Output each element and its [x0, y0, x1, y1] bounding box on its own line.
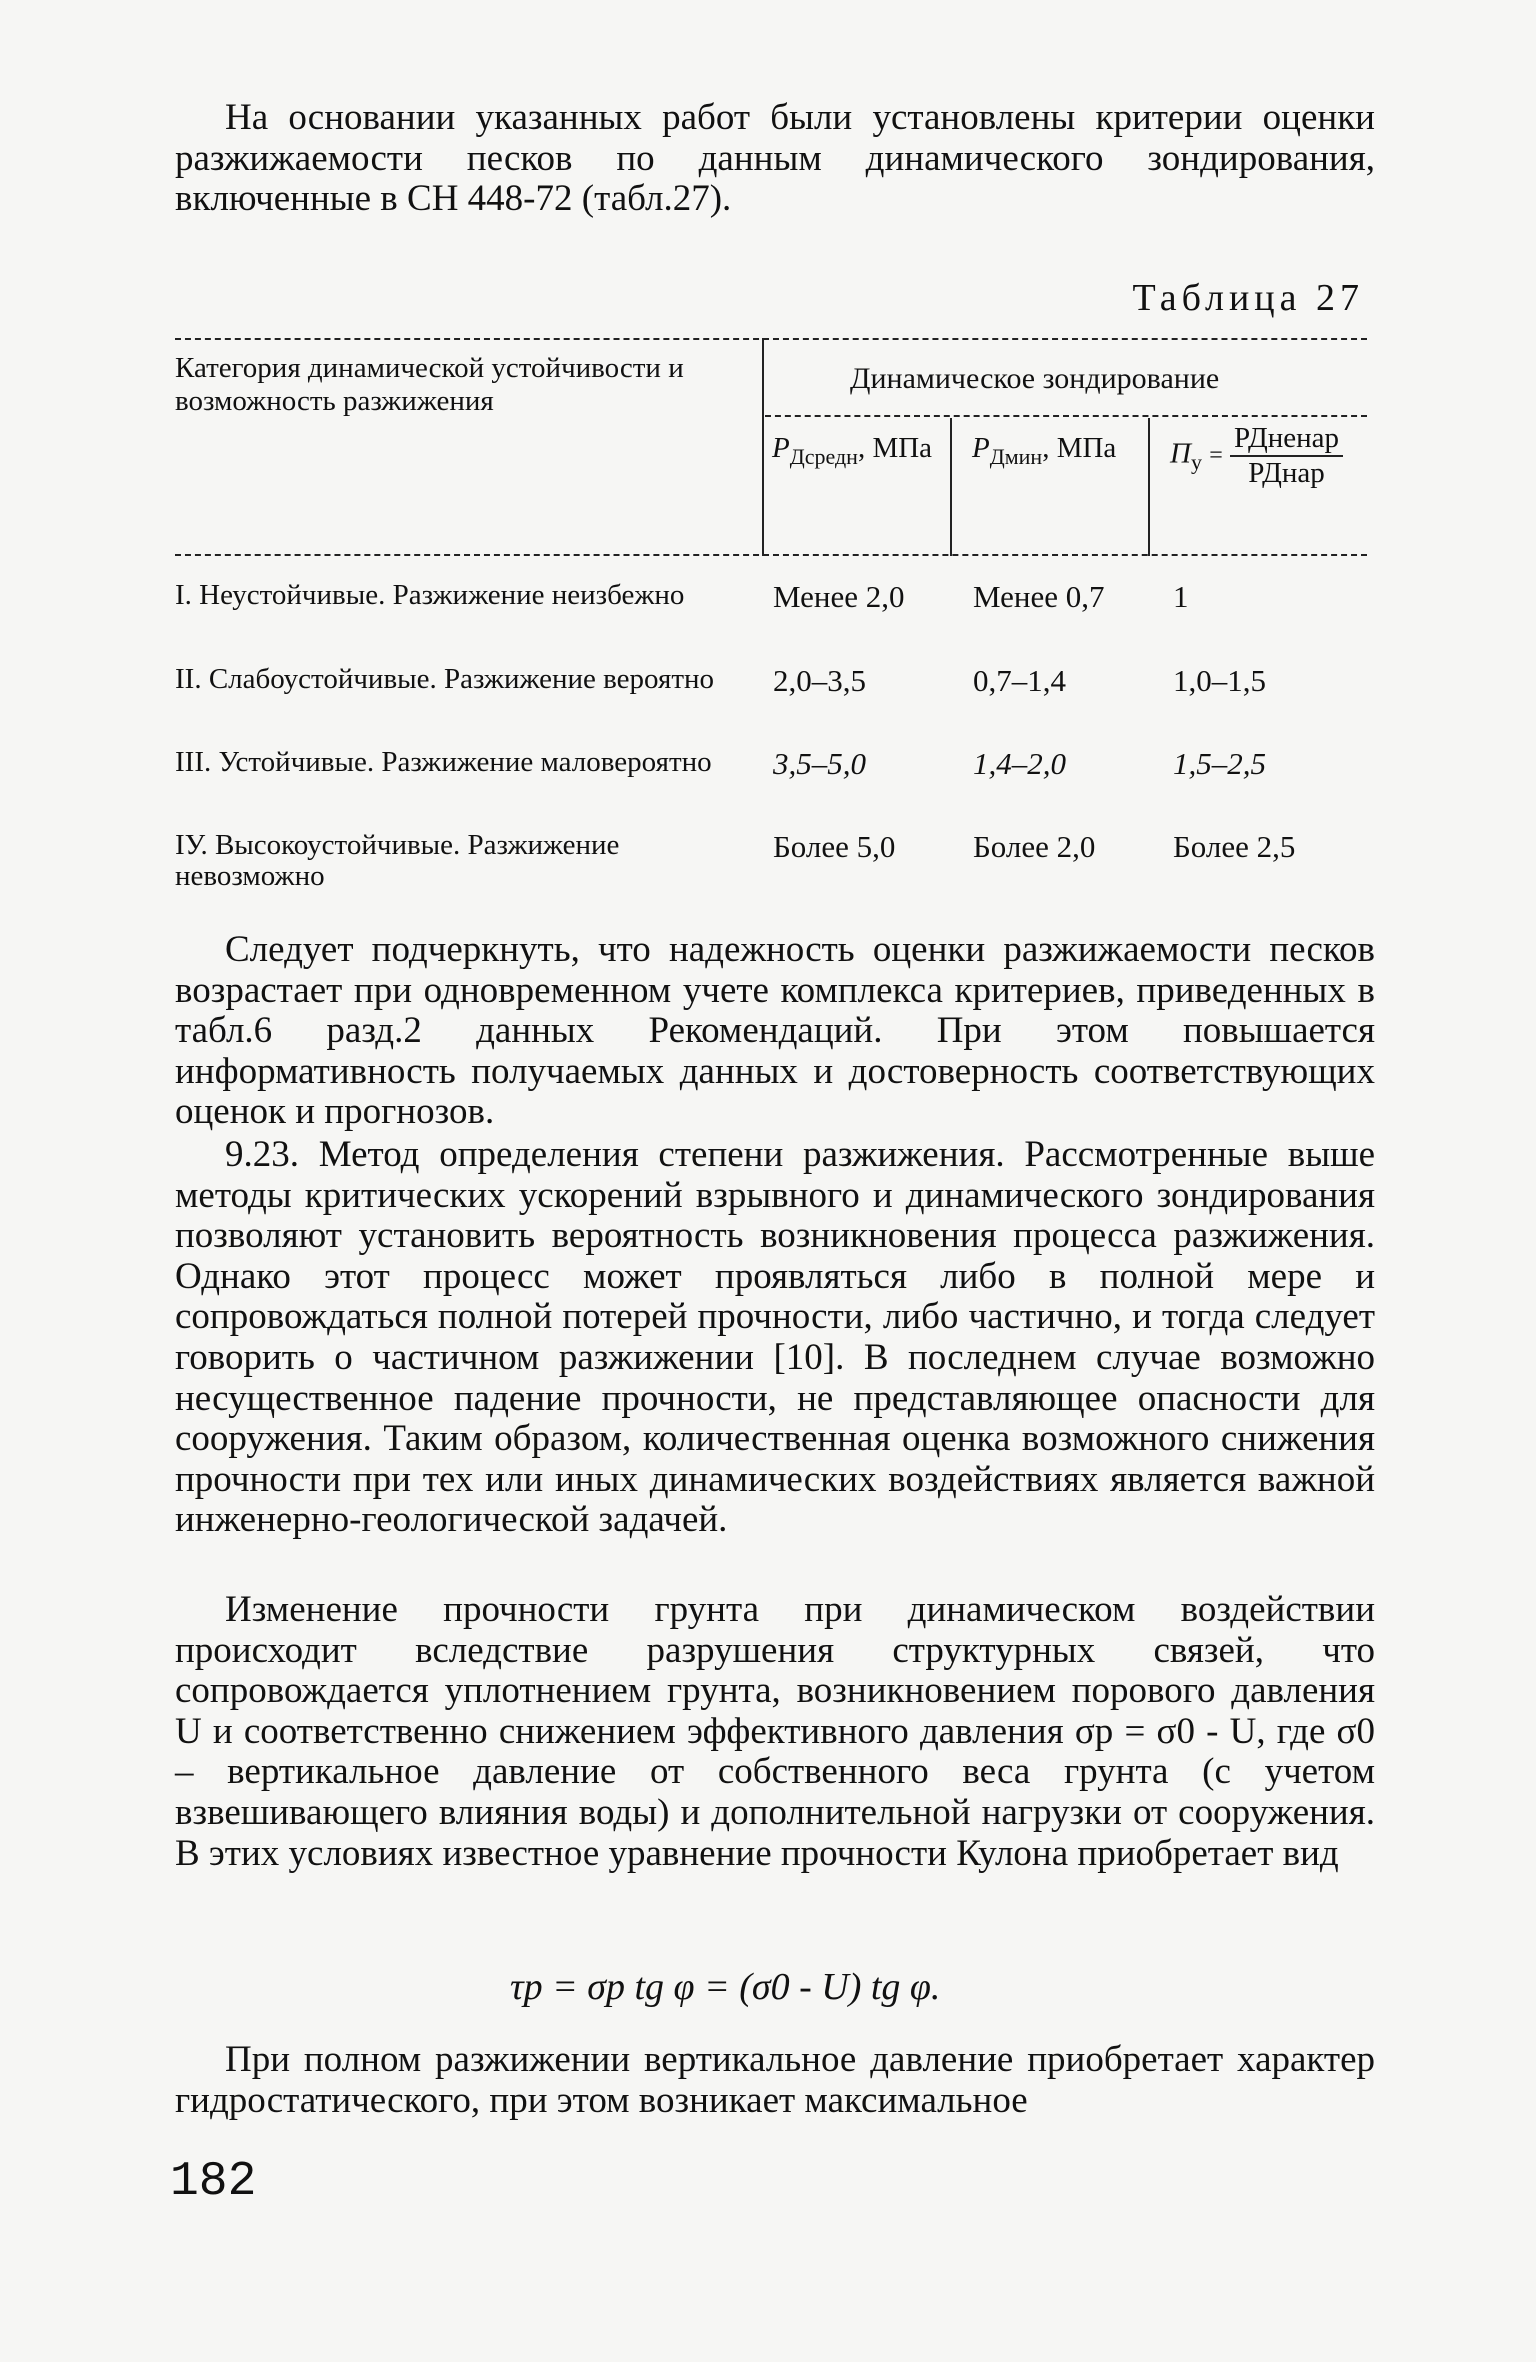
paragraph-reliability: Следует подчеркнуть, что надежность оценки разжижаемости песков возрастает при одновременном учете комплекса критериев, приведенных в табл.6 разд.2 данных Рекомендаций. При этом повышается информативность получаемых данных и достоверность соответствующих оценок и прогнозов. [175, 929, 1375, 1133]
table-cell-p-min: 1,4–2,0 [973, 746, 1066, 781]
table-cell-p-min: Более 2,0 [973, 829, 1096, 864]
table-cell-p-sredn: Более 5,0 [773, 829, 896, 864]
table-col-divider-2 [950, 418, 952, 556]
table-header-p-min: $Р_{Дмин}$, МПа [972, 432, 1117, 469]
table-header-bottom-rule [175, 554, 1367, 556]
table-col-divider-3 [1148, 418, 1150, 556]
table-row-category: II. Слабоустойчивые. Разжижение вероятно [175, 663, 715, 695]
table-cell-p-sredn: 3,5–5,0 [773, 746, 866, 781]
table-cell-p-u: 1,0–1,5 [1173, 663, 1266, 698]
paragraph-full-liquefaction: При полном разжижении вертикальное давление приобретает характер гидростатического, при этом возникает максимальное [175, 2039, 1375, 2121]
coulomb-formula: τp = σp tg φ = (σ0 - U) tg φ. [510, 1966, 941, 2008]
table-cell-p-u: 1 [1173, 579, 1189, 614]
page-number: 182 [170, 2155, 257, 2209]
table-header-category: Категория динамической устойчивости и возможность разжижения [175, 352, 684, 417]
table-header-p-sredn: $Р_{Дсредн}$, МПа [772, 432, 933, 469]
table-cell-p-u: Более 2,5 [1173, 829, 1296, 864]
table-cell-p-u: 1,5–2,5 [1173, 746, 1266, 781]
table-group-rule [765, 415, 1367, 417]
table-row-category: I. Неустойчивые. Разжижение неизбежно [175, 579, 685, 611]
table-header-group: Динамическое зондирование [850, 362, 1220, 395]
table-header-p-u: $П_у$ = $\frac{\text{РДненар}}{\text{РДнар}}$ [1170, 422, 1370, 490]
table-cell-p-min: Менее 0,7 [973, 579, 1105, 614]
paragraph-strength-change: Изменение прочности грунта при динамическом воздействии происходит вследствие разрушения структурных связей, что сопровождается уплотнением грунта, возникновением порового давления U и соответственно снижением эффективного давления σp = σ0 - U, где σ0 – вертикальное давление от собственного веса грунта (с учетом взвешивающего влияния воды) и дополнительной нагрузки от сооружения. В этих условиях известное уравнение прочности Кулона приобретает вид [175, 1589, 1375, 1874]
table-cell-p-min: 0,7–1,4 [973, 663, 1066, 698]
table-top-rule [175, 338, 1367, 340]
table-row-category: III. Устойчивые. Разжижение маловероятно [175, 746, 712, 778]
table-label: Таблица 27 [1132, 277, 1364, 319]
table-row-category: IУ. Высокоустойчивые. Разжижение невозможно [175, 829, 620, 892]
table-col-divider-1 [762, 338, 764, 556]
intro-paragraph: На основании указанных работ были установлены критерии оценки разжижаемости песков по данным динамического зондирования, включенные в СН 448-72 (табл.27). [175, 97, 1375, 220]
table-cell-p-sredn: 2,0–3,5 [773, 663, 866, 698]
paragraph-section-9-23: 9.23. Метод определения степени разжижения. Рассмотренные выше методы критических ускорений взрывного и динамического зондирования позволяют установить вероятность возникновения процесса разжижения. Однако этот процесс может проявляться либо в полной мере и сопровождаться полной потерей прочности, либо частично, и тогда следует говорить о частичном разжижении [10]. В последнем случае возможно несущественное падение прочности, не представляющее опасности для сооружения. Таким образом, количественная оценка возможного снижения прочности при тех или иных динамических воздействиях является важной инженерно-геологической задачей. [175, 1134, 1375, 1541]
p-u-fraction: $\frac{\text{РДненар}}{\text{РДнар}}$ [1230, 422, 1343, 490]
table-cell-p-sredn: Менее 2,0 [773, 579, 905, 614]
